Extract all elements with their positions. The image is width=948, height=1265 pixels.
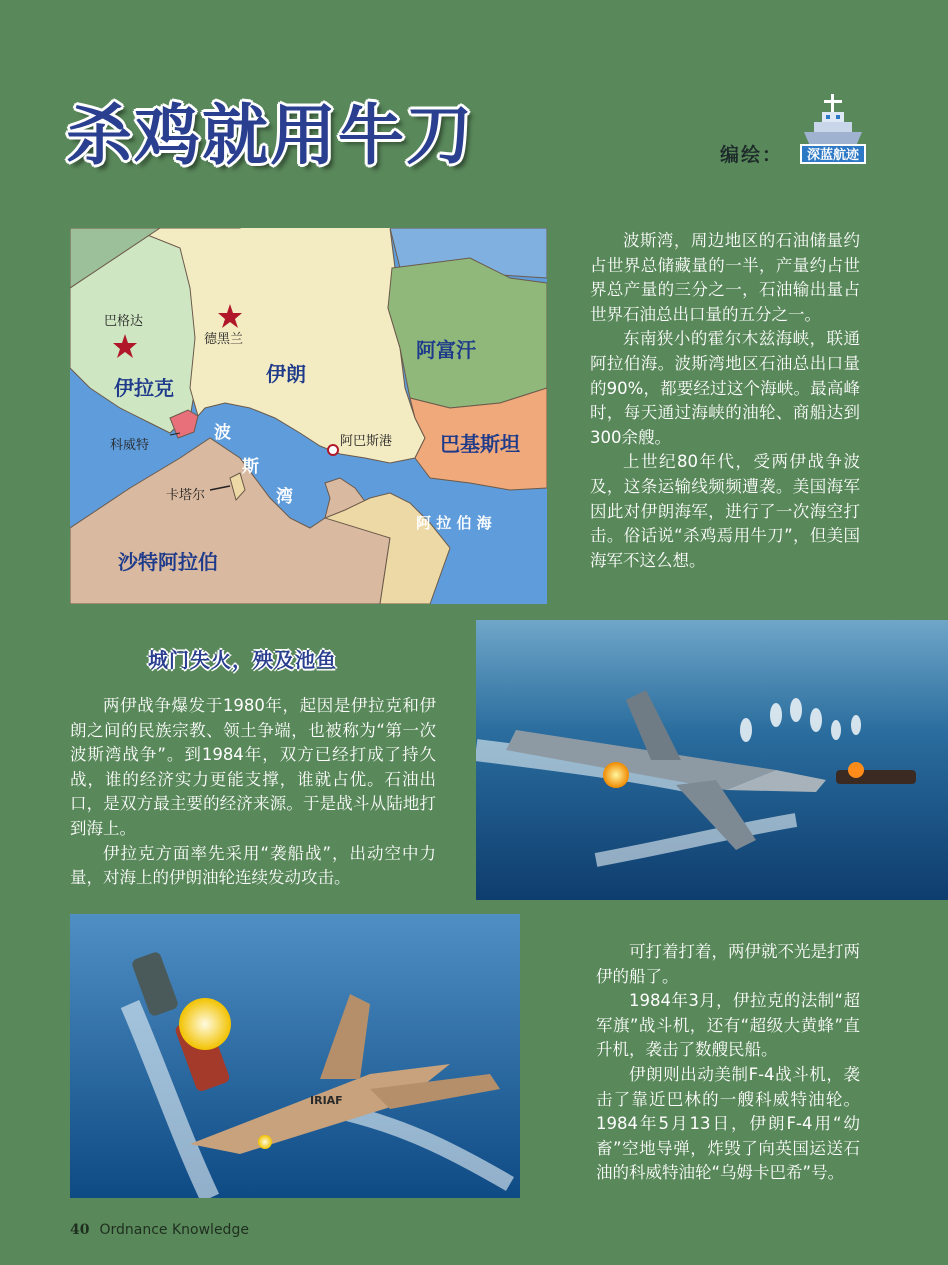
publisher-logo bbox=[800, 92, 866, 164]
author-label: 编绘： bbox=[720, 144, 784, 166]
label-qatar: 卡塔尔 bbox=[166, 488, 206, 503]
page-number: 40 bbox=[70, 1222, 90, 1238]
plane-marking: IRIAF bbox=[310, 1094, 343, 1107]
lower-text bbox=[596, 940, 860, 1186]
label-iran: 伊朗 bbox=[266, 362, 306, 386]
section-heading: 城门失火，殃及池鱼 bbox=[148, 648, 337, 672]
label-bandar-abbas: 阿巴斯港 bbox=[340, 434, 393, 449]
intro-paragraph: 上世纪80年代，受两伊战争波及，这条运输线频频遭袭。美国海军因此对伊朗海军，进行了一次海空打击。俗话说“杀鸡焉用牛刀”，但美国海军不这么想。 bbox=[590, 452, 860, 570]
illustration-jet-attack bbox=[476, 620, 948, 900]
intro-paragraph: 波斯湾，周边地区的石油储量约占世界总储藏量的一半，产量约占世界总产量的三分之一，石油输出量占世界石油总出口量的五分之一。 bbox=[590, 231, 860, 324]
intro-text bbox=[590, 229, 860, 573]
label-pakistan: 巴基斯坦 bbox=[440, 432, 520, 456]
bandar-abbas-marker-icon bbox=[328, 445, 338, 455]
battleship-icon bbox=[800, 92, 866, 148]
label-saudi-arabia: 沙特阿拉伯 bbox=[118, 550, 218, 574]
page-title: 杀鸡就用牛刀 bbox=[66, 96, 474, 174]
page-footer bbox=[70, 1222, 249, 1238]
section-text bbox=[70, 694, 436, 891]
label-baghdad: 巴格达 bbox=[104, 314, 144, 329]
section-paragraph: 两伊战争爆发于1980年，起因是伊拉克和伊朗之间的民族宗教、领土争端，也被称为“第一次波斯湾战争”。到1984年，双方已经打成了持久战，谁的经济实力更能支撑，谁就占优。石油出口，是双方最主要的经济来源。于是战斗从陆地打到海上。 bbox=[70, 696, 436, 838]
label-afghanistan: 阿富汗 bbox=[416, 338, 476, 362]
label-gulf-1: 波 bbox=[214, 423, 231, 443]
label-kuwait: 科威特 bbox=[110, 438, 150, 453]
label-gulf-3: 湾 bbox=[276, 487, 293, 507]
label-iraq: 伊拉克 bbox=[114, 376, 174, 400]
lower-paragraph: 可打着打着，两伊就不光是打两伊的船了。 bbox=[596, 942, 860, 986]
lower-paragraph: 1984年3月，伊拉克的法制“超军旗”战斗机，还有“超级大黄蜂”直升机，袭击了数艘民船。 bbox=[596, 991, 860, 1060]
persian-gulf-map bbox=[70, 228, 547, 604]
label-arabian-sea: 阿 拉 伯 海 bbox=[416, 514, 492, 532]
section-paragraph: 伊拉克方面率先采用“袭船战”，出动空中力量，对海上的伊朗油轮连续发动攻击。 bbox=[70, 843, 436, 888]
magazine-name: Ordnance Knowledge bbox=[99, 1222, 249, 1238]
label-tehran: 德黑兰 bbox=[204, 332, 244, 347]
logo-text: 深蓝航迹 bbox=[800, 144, 866, 164]
lower-paragraph: 伊朗则出动美制F-4战斗机，袭击了靠近巴林的一艘科威特油轮。1984年5月13日，伊朗F-4用“幼畜”空地导弹，炸毁了向英国运送石油的科威特油轮“乌姆卡巴希”号。 bbox=[596, 1064, 860, 1183]
illustration-f4-attack bbox=[70, 914, 520, 1198]
label-gulf-2: 斯 bbox=[242, 457, 259, 477]
intro-paragraph: 东南狭小的霍尔木兹海峡，联通阿拉伯海。波斯湾地区石油总出口量的90%，都要经过这个海峡。最高峰时，每天通过海峡的油轮、商船达到300余艘。 bbox=[590, 329, 860, 447]
